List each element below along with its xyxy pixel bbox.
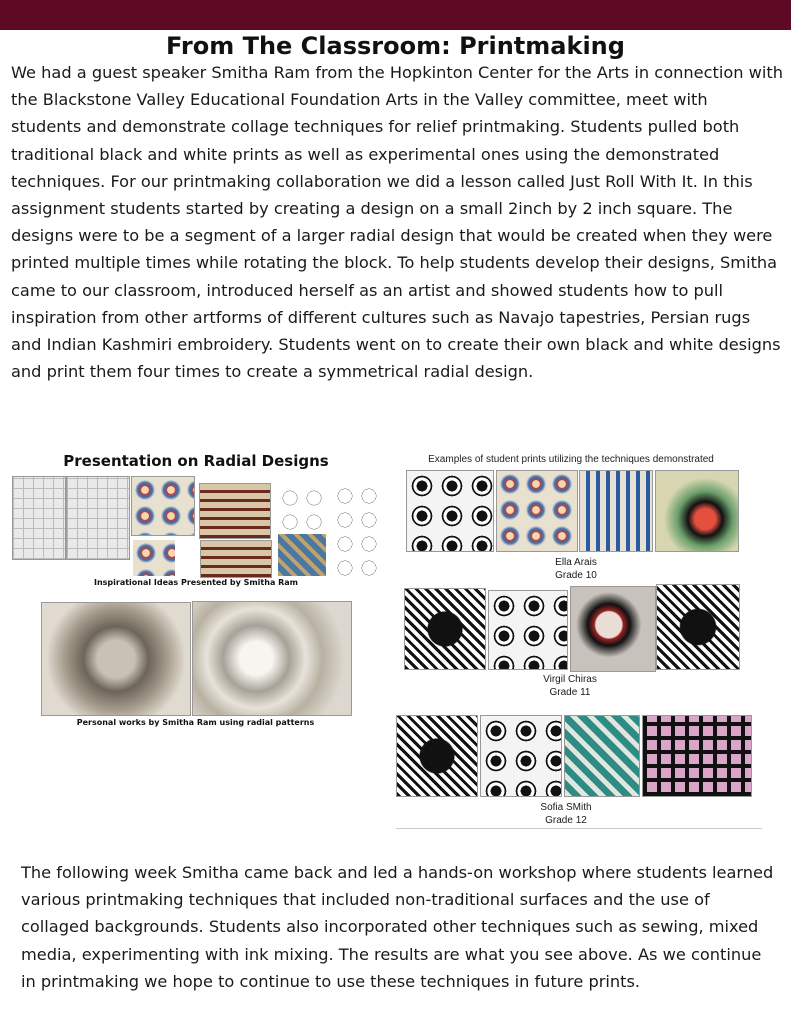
page-title: From The Classroom: Printmaking bbox=[166, 32, 625, 60]
inspiration-rug-image bbox=[199, 483, 271, 539]
inspiration-rug-image-2 bbox=[200, 540, 272, 578]
student-print-image-6 bbox=[488, 590, 568, 670]
student-caption-grade-3: Grade 12 bbox=[545, 815, 587, 826]
student-print-image-2 bbox=[496, 470, 578, 552]
inspiration-caption: Inspirational Ideas Presented by Smitha Ram bbox=[93, 578, 299, 587]
student-caption-grade: Grade 10 bbox=[555, 570, 597, 581]
inspiration-geometric-image-2 bbox=[333, 484, 379, 532]
inspiration-geometric-image bbox=[278, 486, 328, 534]
student-print-image-7 bbox=[570, 586, 656, 672]
student-caption-name: Ella Arais bbox=[555, 557, 597, 568]
inspiration-geometric-image-3 bbox=[333, 532, 379, 576]
student-caption-grade-2: Grade 11 bbox=[549, 687, 591, 698]
divider bbox=[396, 828, 762, 829]
inspiration-hexagon-image bbox=[133, 540, 175, 576]
header-bar bbox=[0, 0, 791, 30]
examples-heading: Examples of student prints utilizing the techniques demonstrated bbox=[428, 454, 714, 465]
student-print-image-9 bbox=[396, 715, 478, 797]
outro-paragraph: The following week Smitha came back and led a hands-on workshop where students learned various printmaking techniques that included non-traditional surfaces and the use of collaged backgrounds. Students also incorporated other techniques such as sewing, mixed media, experimenting with ink mixing. The results are what you see above. As we continue in printmaking we hope to continue to use these techniques in future prints. bbox=[21, 863, 774, 991]
student-print-image-11 bbox=[564, 715, 640, 797]
sculpture-photo-2 bbox=[192, 601, 352, 716]
student-print-image-10 bbox=[480, 715, 562, 797]
student-print-image bbox=[406, 470, 494, 552]
presentation-title: Presentation on Radial Designs bbox=[63, 452, 329, 470]
student-print-image-12 bbox=[642, 715, 752, 797]
inspiration-mosaic-image bbox=[278, 534, 326, 576]
inspiration-tile-image bbox=[131, 476, 195, 536]
inspiration-book-image bbox=[12, 476, 66, 560]
student-print-image-8 bbox=[656, 584, 740, 670]
sculpture-photo bbox=[41, 602, 191, 716]
student-print-image-3 bbox=[579, 470, 653, 552]
student-caption-name-3: Sofia SMith bbox=[540, 802, 592, 813]
student-print-image-4 bbox=[655, 470, 739, 552]
student-print-image-5 bbox=[404, 588, 486, 670]
student-caption-name-2: Virgil Chiras bbox=[543, 674, 597, 685]
inspiration-book-image-2 bbox=[66, 476, 130, 560]
personal-works-caption: Personal works by Smitha Ram using radial patterns bbox=[76, 718, 315, 727]
intro-paragraph: We had a guest speaker Smitha Ram from the Hopkinton Center for the Arts in connection with the Blackstone Valley Educational Foundation Arts in the Valley committee, meet with students and demonstrate collage techniques for relief printmaking. Students pulled both traditional black and white prints as well as experimental ones using the demonstrated techniques. For our printmaking collaboration we did a lesson called Just Roll With It. In this assignment students started by creating a design on a small 2inch by 2 inch square. The designs were to be a segment of a larger radial design that would be created when they were printed multiple times while rotating the block. To help students develop their designs, Smitha came to our classroom, introduced herself as an artist and showed students how to pull inspiration from other artforms of different cultures such as Navajo tapestries, Persian rugs and Indian Kashmiri embroidery. Students went on to create their own black and white designs and print them four times to create a symmetrical radial design. bbox=[11, 63, 783, 382]
